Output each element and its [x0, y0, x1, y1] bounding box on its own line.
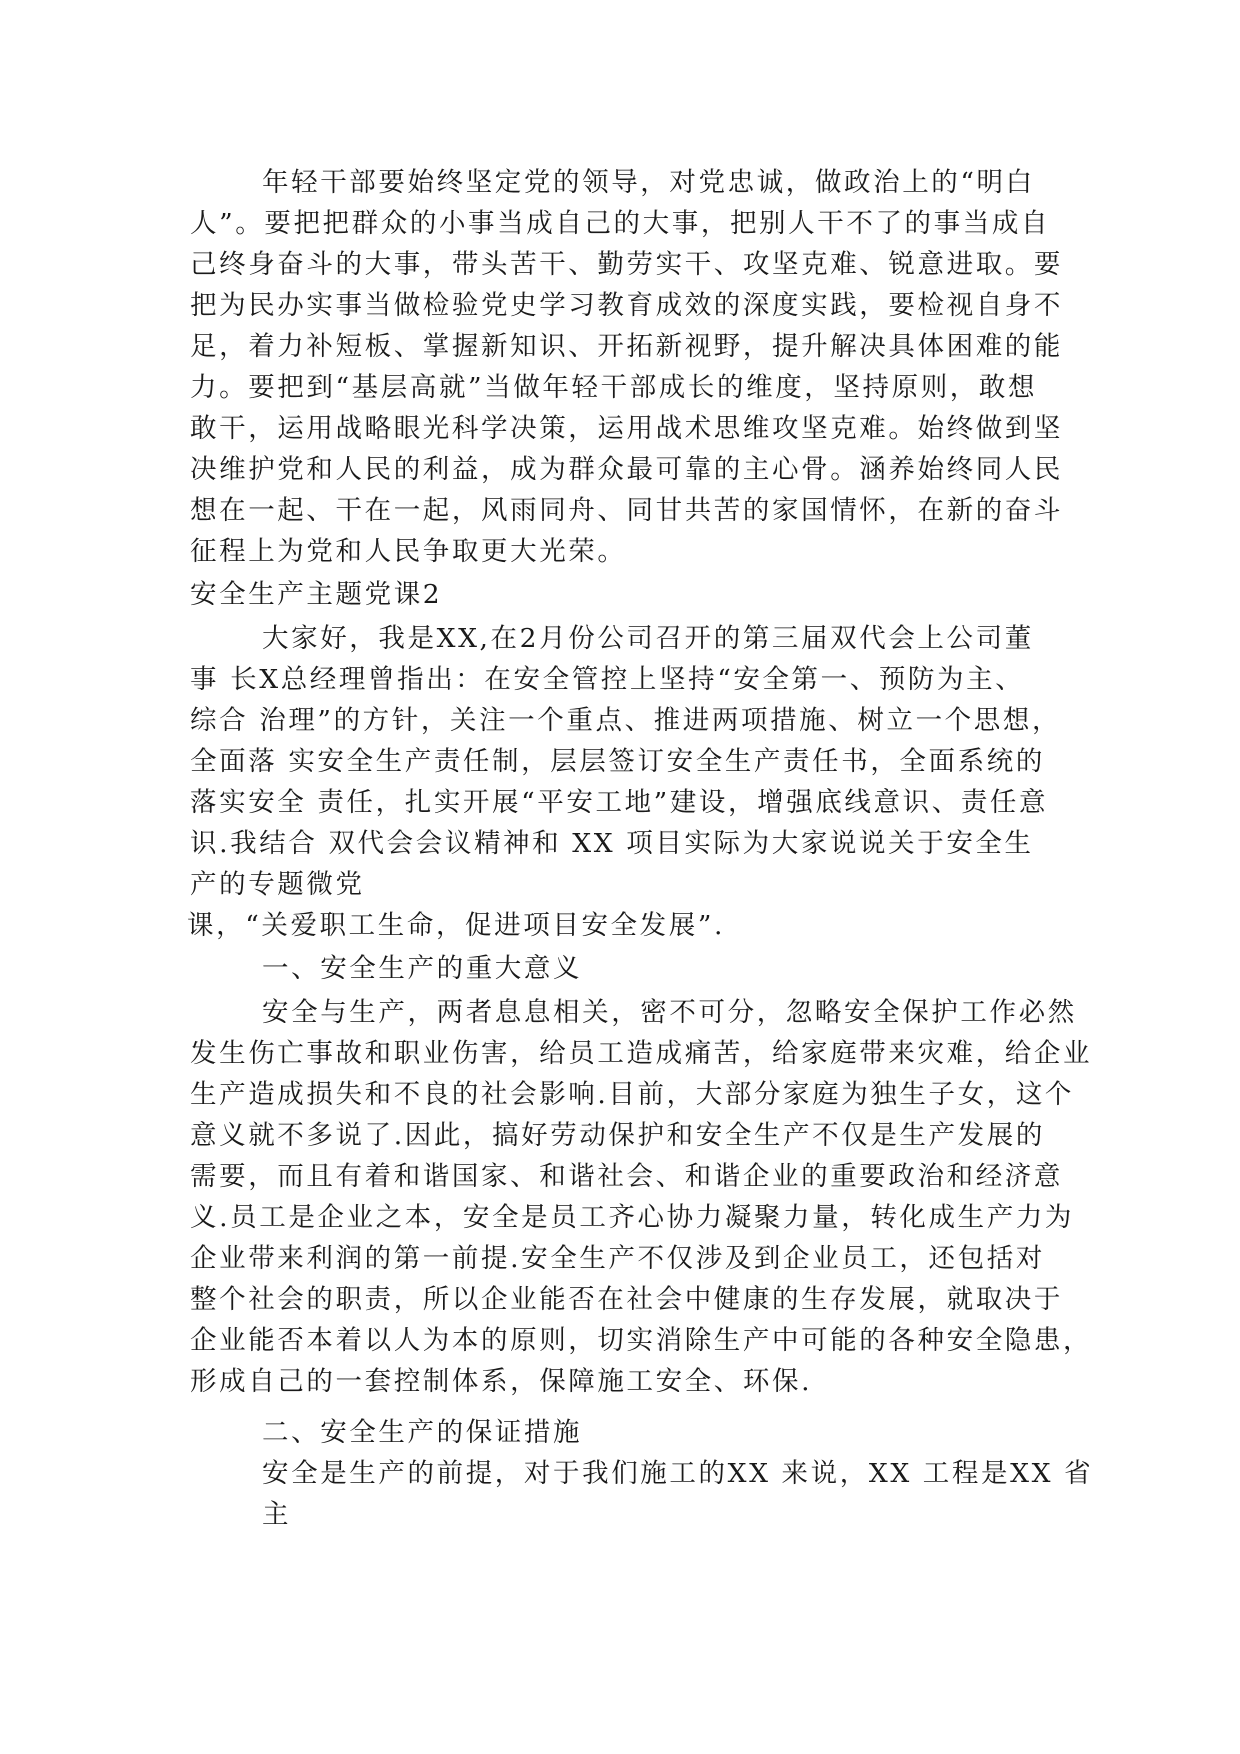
paragraph-line: 发生伤亡事故和职业伤害，给员工造成痛苦，给家庭带来灾难，给企业	[190, 1038, 1093, 1069]
paragraph-line: 把为民办实事当做检验党史学习教育成效的深度实践，要检视自身不	[190, 290, 1063, 321]
paragraph-line: 产的专题微党	[190, 869, 365, 900]
paragraph-line: 主	[262, 1499, 292, 1530]
paragraph-line: 企业带来利润的第一前提.安全生产不仅涉及到企业员工，还包括对	[190, 1243, 1045, 1274]
section-heading: 安全生产主题党课2	[190, 579, 443, 610]
paragraph-line: 大家好，我是XX,在2月份公司召开的第三届双代会上公司董	[262, 623, 1034, 654]
paragraph-line: 意义就不多说了.因此，搞好劳动保护和安全生产不仅是生产发展的	[190, 1120, 1045, 1151]
paragraph-line: 识.我结合 双代会会议精神和 XX 项目实际为大家说说关于安全生	[190, 828, 1034, 859]
paragraph-line: 足，着力补短板、掌握新知识、开拓新视野，提升解决具体困难的能	[190, 331, 1063, 362]
paragraph-line: 决维护党和人民的利益，成为群众最可靠的主心骨。涵养始终同人民	[190, 454, 1063, 485]
paragraph-line: 征程上为党和人民争取更大光荣。	[190, 536, 627, 567]
paragraph-line: 生产造成损失和不良的社会影响.目前，大部分家庭为独生子女，这个	[190, 1079, 1075, 1110]
paragraph-line: 安全是生产的前提，对于我们施工的XX 来说，XX 工程是XX 省	[262, 1458, 1094, 1489]
section-title: 一、安全生产的重大意义	[262, 953, 583, 984]
paragraph-line: 安全与生产，两者息息相关，密不可分，忽略安全保护工作必然	[262, 997, 1077, 1028]
paragraph-line: 形成自己的一套控制体系，保障施工安全、环保.	[190, 1366, 813, 1397]
paragraph-line: 综合 治理”的方针，关注一个重点、推进两项措施、树立一个思想，	[190, 705, 1062, 736]
paragraph-line: 整个社会的职责，所以企业能否在社会中健康的生存发展，就取决于	[190, 1284, 1063, 1315]
paragraph-line: 全面落 实安全生产责任制，层层签订安全生产责任书，全面系统的	[190, 746, 1045, 777]
paragraph-line: 事 长X总经理曾指出：在安全管控上坚持“安全第一、预防为主、	[190, 664, 1025, 695]
paragraph-line: 年轻干部要始终坚定党的领导，对党忠诚，做政治上的“明白	[262, 167, 1035, 198]
paragraph-line: 己终身奋斗的大事，带头苦干、勤劳实干、攻坚克难、锐意进取。要	[190, 249, 1063, 280]
paragraph-line: 义.员工是企业之本，安全是员工齐心协力凝聚力量，转化成生产力为	[190, 1202, 1075, 1233]
section-title: 二、安全生产的保证措施	[262, 1417, 583, 1448]
paragraph-line: 人”。要把把群众的小事当成自己的大事，把别人干不了的事当成自	[190, 208, 1051, 239]
paragraph-line: 需要，而且有着和谐国家、和谐社会、和谐企业的重要政治和经济意	[190, 1161, 1063, 1192]
paragraph-line: 企业能否本着以人为本的原则，切实消除生产中可能的各种安全隐患，	[190, 1325, 1093, 1356]
paragraph-line: 课，“关爱职工生命，促进项目安全发展”.	[187, 910, 726, 941]
paragraph-line: 落实安全 责任，扎实开展“平安工地”建设，增强底线意识、责任意	[190, 787, 1049, 818]
paragraph-line: 力。要把到“基层高就”当做年轻干部成长的维度，坚持原则，敢想	[190, 372, 1038, 403]
paragraph-line: 敢干，运用战略眼光科学决策，运用战术思维攻坚克难。始终做到坚	[190, 413, 1063, 444]
paragraph-line: 想在一起、干在一起，风雨同舟、同甘共苦的家国情怀，在新的奋斗	[190, 495, 1063, 526]
